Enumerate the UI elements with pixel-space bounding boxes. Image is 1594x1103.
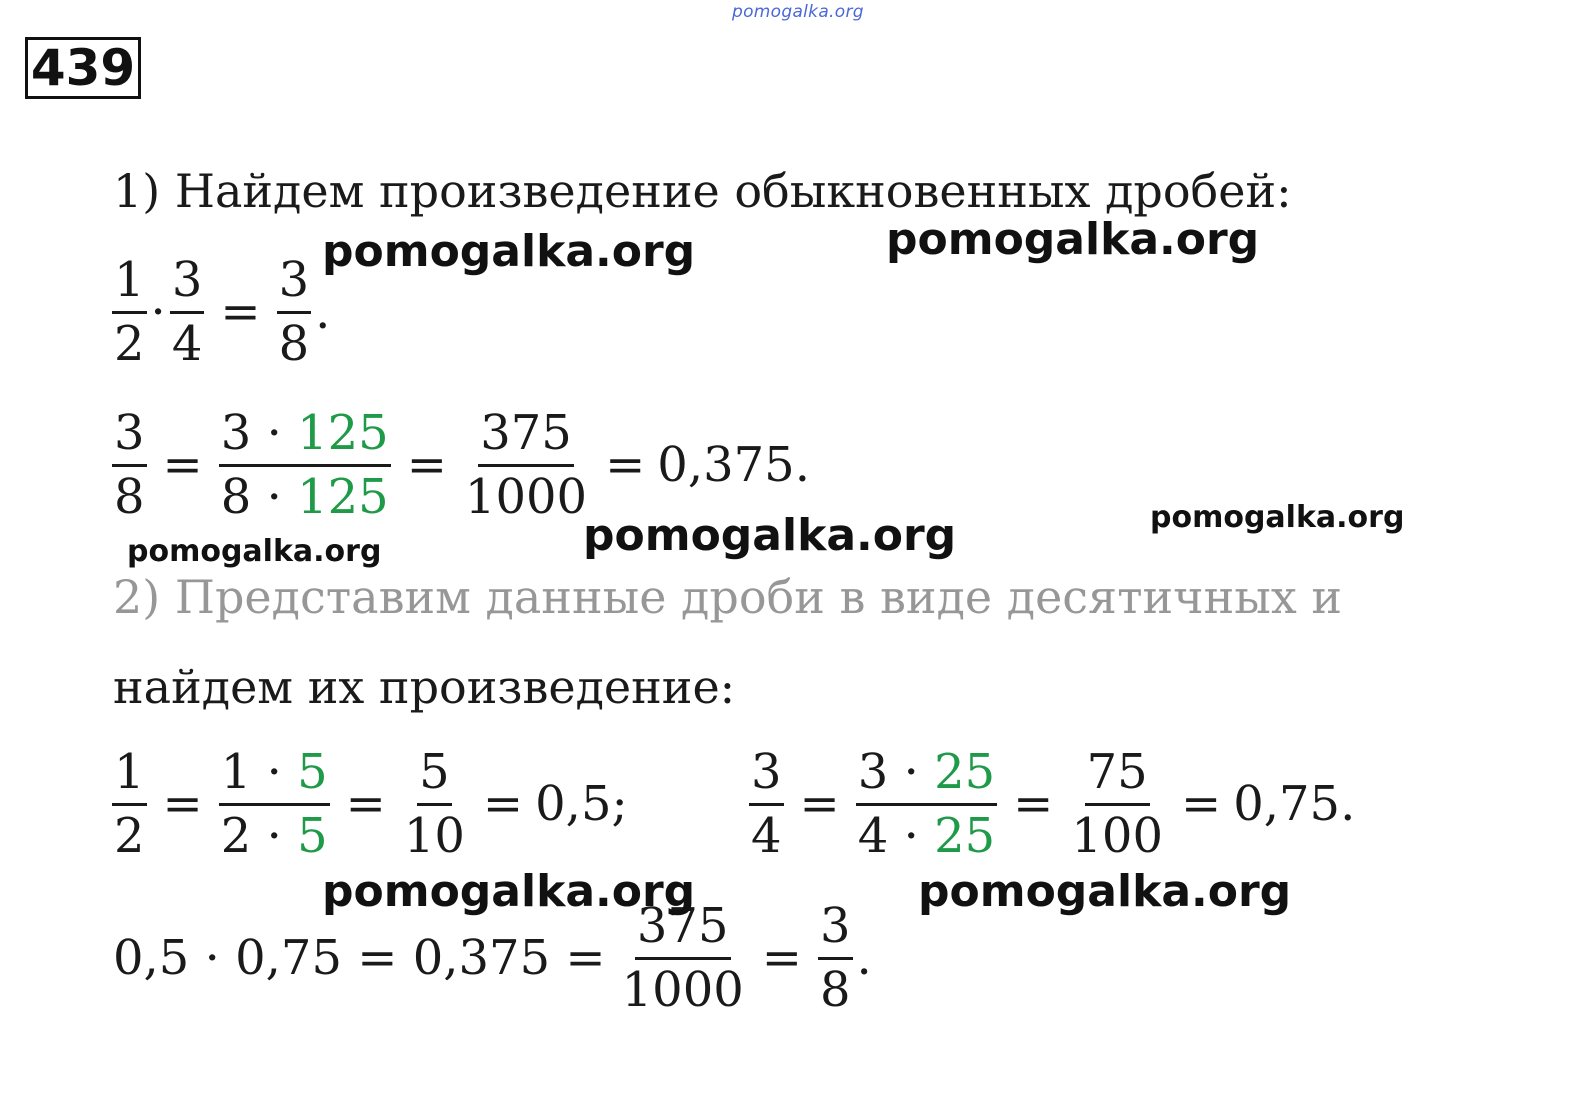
numerator: 3 [818, 898, 853, 960]
numerator: 3 [749, 744, 784, 806]
fraction-1-2 [112, 744, 147, 864]
decimal-product: 0,5 · 0,75 = 0,375 = [113, 930, 606, 987]
period: . [315, 284, 331, 341]
fraction-5-10 [402, 744, 467, 864]
fraction-375-1000 [463, 405, 589, 525]
highlight-factor: 5 [297, 807, 328, 864]
denominator: 1000 [464, 468, 588, 525]
fraction-3-8 [277, 252, 312, 372]
part2-heading-line2: найдем их произведение: [113, 660, 736, 714]
fraction-75-100 [1069, 744, 1165, 864]
watermark-text: pomogalka.org [1150, 500, 1405, 535]
denominator: 8 · 125 [220, 468, 389, 525]
watermark-text: pomogalka.org [322, 866, 696, 917]
numerator: 3 [112, 405, 147, 467]
fraction-expanded [219, 744, 330, 864]
denominator: 10 [403, 807, 465, 864]
numerator: 1 [112, 744, 147, 806]
equals-sign: = [406, 437, 447, 494]
numerator: 3 [277, 252, 312, 314]
fraction-3-8 [112, 405, 147, 525]
highlight-factor: 125 [297, 468, 389, 525]
equals-sign: = [162, 437, 203, 494]
denominator: 2 [114, 315, 145, 372]
decimal-result: 0,5; [535, 776, 628, 833]
denominator: 100 [1071, 807, 1163, 864]
equals-sign: = [162, 776, 203, 833]
denominator: 4 [171, 315, 203, 372]
numerator: 5 [417, 744, 452, 806]
denominator: 8 [819, 961, 851, 1018]
equals-sign: = [799, 776, 840, 833]
watermark-text: pomogalka.org [127, 534, 382, 569]
fraction-1-2 [112, 252, 147, 372]
denominator: 4 · 25 [857, 807, 996, 864]
part2-heading-line1: 2) Представим данные дроби в виде десятичных и [113, 570, 1343, 624]
equals-sign: = [482, 776, 524, 833]
highlight-factor: 25 [934, 744, 996, 800]
numerator: 3 · 125 [219, 405, 391, 467]
watermark-text: pomogalka.org [583, 510, 957, 561]
task-number-box: 439 [25, 37, 141, 99]
equals-sign: = [605, 437, 646, 494]
denominator: 1000 [621, 961, 744, 1018]
denominator: 8 [114, 468, 145, 525]
equation-product-fractions [108, 252, 330, 372]
highlight-factor: 125 [297, 405, 389, 461]
numerator: 1 · 5 [219, 744, 330, 806]
decimal-result: 0,375. [657, 437, 810, 494]
period: . [856, 930, 872, 987]
highlight-factor: 25 [934, 807, 996, 864]
decimal-result: 0,75. [1233, 776, 1356, 833]
fraction-expanded [219, 405, 391, 525]
fraction-3-8 [818, 898, 853, 1018]
equation-convert-1-2 [108, 744, 628, 864]
equals-sign: = [345, 776, 386, 833]
numerator: 75 [1085, 744, 1150, 806]
multiply-sign: · [150, 284, 166, 341]
fraction-expanded [856, 744, 997, 864]
highlight-factor: 5 [297, 744, 328, 800]
equals-sign: = [220, 284, 261, 341]
numerator: 375 [635, 898, 731, 960]
denominator: 2 [114, 807, 145, 864]
watermark-text: pomogalka.org [918, 866, 1292, 917]
equals-sign: = [761, 930, 802, 987]
watermark-text: pomogalka.org [886, 214, 1260, 265]
fraction-3-4 [170, 252, 205, 372]
denominator: 8 [278, 315, 310, 372]
fraction-3-4 [749, 744, 784, 864]
numerator: 375 [478, 405, 574, 467]
watermark-text: pomogalka.org [322, 226, 696, 277]
numerator: 3 [170, 252, 205, 314]
site-link-top[interactable]: pomogalka.org [732, 2, 864, 22]
denominator: 2 · 5 [220, 807, 328, 864]
numerator: 1 [112, 252, 147, 314]
equation-convert-3-4 [745, 744, 1355, 864]
numerator: 3 · 25 [856, 744, 997, 806]
equation-convert-3-8 [108, 405, 810, 525]
equals-sign: = [1013, 776, 1054, 833]
denominator: 4 [751, 807, 782, 864]
part1-heading: 1) Найдем произведение обыкновенных дробей: [113, 164, 1292, 218]
equals-sign: = [1181, 776, 1222, 833]
